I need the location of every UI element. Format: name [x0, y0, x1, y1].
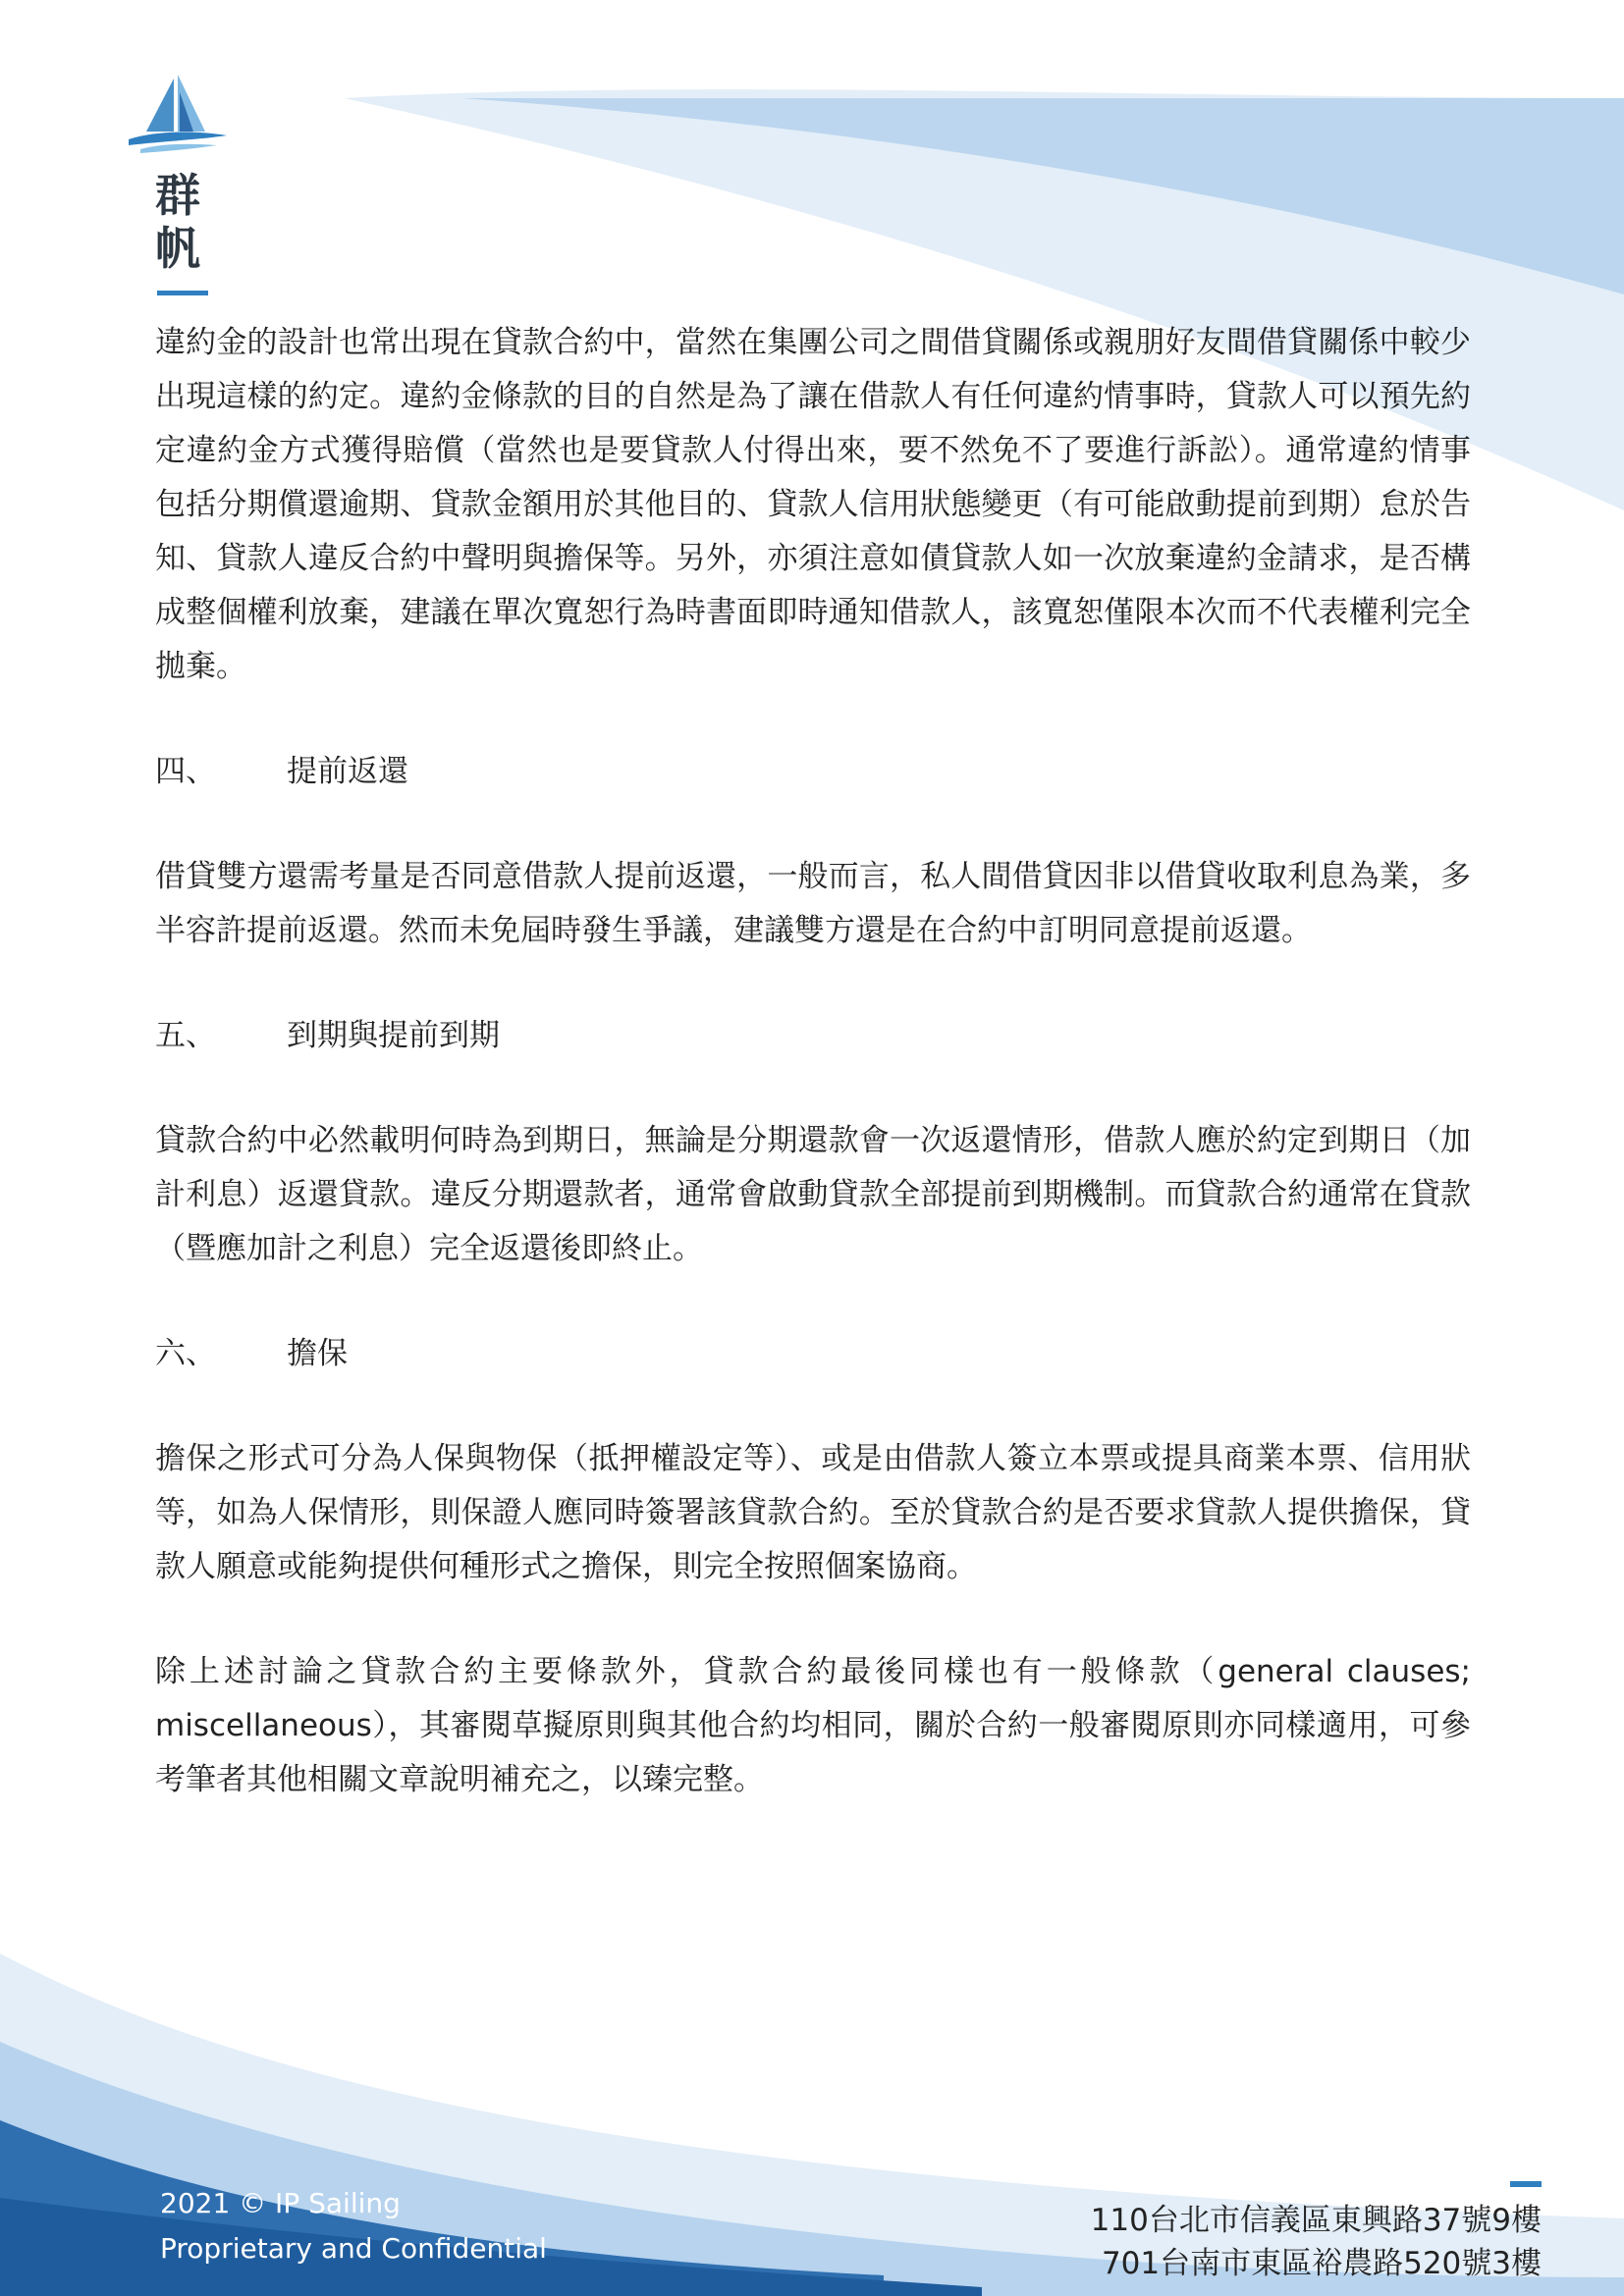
- section-number: 六、: [155, 1336, 216, 1371]
- footer-address-block: [1091, 2199, 1542, 2285]
- section-heading-6: [155, 1327, 1471, 1381]
- paragraph-maturity: 貸款合約中必然載明何時為到期日，無論是分期還款會一次返還情形，借款人應於約定到期日（加計利息）返還貸款。違反分期還款者，通常會啟動貸款全部提前到期機制。而貸款合約通常在貸款（暨應加計之利息）完全返還後即終止。: [155, 1123, 1471, 1266]
- paragraph-general-clauses: 除上述討論之貸款合約主要條款外，貸款合約最後同樣也有一般條款（general clauses; miscellaneous），其審閱草擬原則與其他合約均相同，關於合約一般審閱原則亦同樣適用，可參考筆者其他相關文章說明補充之，以臻完整。: [155, 1654, 1471, 1797]
- footer-accent-dash: [1510, 2181, 1542, 2187]
- section-heading-5: [155, 1009, 1471, 1063]
- footer-copyright-block: [160, 2181, 547, 2271]
- section-number: 四、: [155, 754, 216, 789]
- section-title: 提前返還: [287, 754, 408, 789]
- brand-char-2: 帆: [155, 222, 200, 275]
- document-body: [155, 316, 1471, 1858]
- footer-address-taipei: 110台北市信義區東興路37號9樓: [1090, 2203, 1542, 2238]
- section-number: 五、: [155, 1018, 216, 1053]
- footer-confidential: Proprietary and Confidential: [160, 2232, 547, 2265]
- footer-copyright: 2021 © IP Sailing: [160, 2187, 401, 2219]
- section-title: 擔保: [287, 1336, 348, 1371]
- paragraph-liquidated-damages: 違約金的設計也常出現在貸款合約中，當然在集團公司之間借貸關係或親朋好友間借貸關係中較少出現這樣的約定。違約金條款的目的自然是為了讓在借款人有任何違約情事時，貸款人可以預先約定違約金方式獲得賠償（當然也是要貸款人付得出來，要不然免不了要進行訴訟）。通常違約情事包括分期償還逾期、貸款金額用於其他目的、貸款人信用狀態變更（有可能啟動提前到期）怠於告知、貸款人違反合約中聲明與擔保等。另外，亦須注意如債貸款人如一次放棄違約金請求，是否構成整個權利放棄，建議在單次寬恕行為時書面即時通知借款人，該寬恕僅限本次而不代表權利完全拋棄。: [155, 325, 1471, 684]
- brand-underline: [157, 291, 208, 295]
- paragraph-early-repayment: 借貸雙方還需考量是否同意借款人提前返還，一般而言，私人間借貸因非以借貸收取利息為業，多半容許提前返還。然而未免屆時發生爭議，建議雙方還是在合約中訂明同意提前返還。: [155, 859, 1471, 948]
- footer-address-tainan: 701台南市東區裕農路520號3樓: [1101, 2246, 1542, 2281]
- brand-char-1: 群: [155, 169, 200, 222]
- section-heading-4: [155, 745, 1471, 799]
- sailboat-logo-icon: [123, 71, 231, 159]
- paragraph-guarantee: 擔保之形式可分為人保與物保（抵押權設定等）、或是由借款人簽立本票或提具商業本票、信用狀等，如為人保情形，則保證人應同時簽署該貸款合約。至於貸款合約是否要求貸款人提供擔保，貸款人願意或能夠提供何種形式之擔保，則完全按照個案協商。: [155, 1441, 1471, 1584]
- brand-name: [155, 169, 214, 275]
- section-title: 到期與提前到期: [287, 1018, 500, 1053]
